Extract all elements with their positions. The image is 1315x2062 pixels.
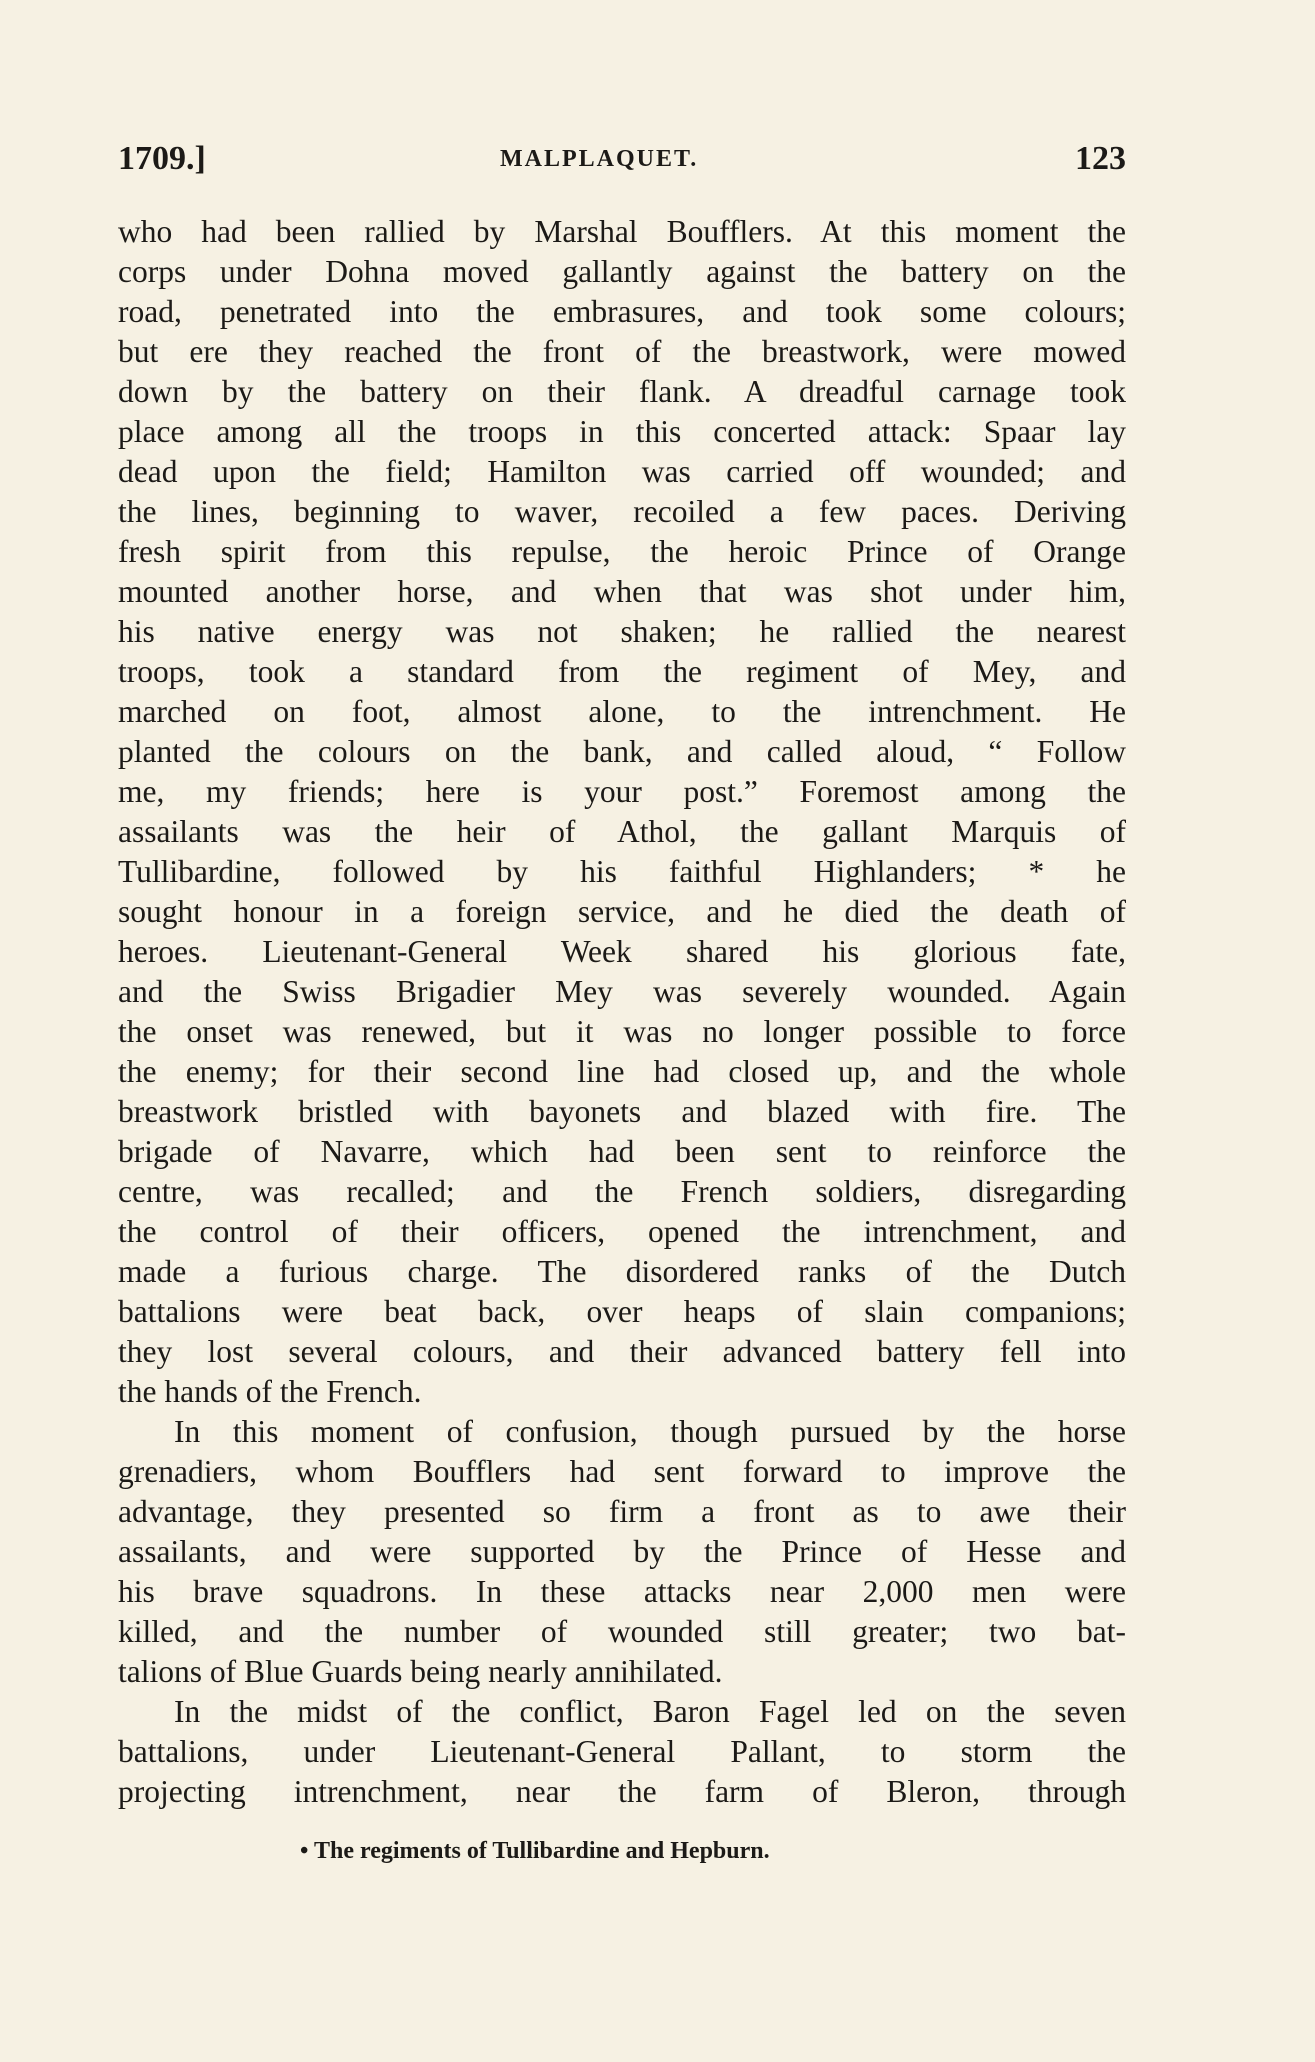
text-line: down by the battery on their flank. A dreadful carnage took	[118, 374, 1126, 409]
text-line: the lines, beginning to waver, recoiled a few paces. Deriving	[118, 494, 1126, 529]
text-line: place among all the troops in this concerted attack: Spaar lay	[118, 414, 1126, 449]
paragraph-end-line: talions of Blue Guards being nearly annihilated.	[118, 1654, 723, 1689]
body-text	[118, 212, 1126, 1812]
text-line: advantage, they presented so firm a front as to awe their	[118, 1494, 1126, 1529]
text-line: corps under Dohna moved gallantly against the battery on the	[118, 254, 1126, 289]
footnote: • The regiments of Tullibardine and Hepburn.	[300, 1838, 770, 1864]
text-line: his native energy was not shaken; he rallied the nearest	[118, 614, 1126, 649]
page-number: 123	[1075, 140, 1126, 177]
running-head	[118, 140, 1126, 180]
text-line: me, my friends; here is your post.” Foremost among the	[118, 774, 1126, 809]
paragraph-start-line: In this moment of confusion, though pursued by the horse	[174, 1414, 1126, 1449]
text-line: his brave squadrons. In these attacks near 2,000 men were	[118, 1574, 1126, 1609]
header-year: 1709.]	[118, 140, 206, 177]
text-line: made a furious charge. The disordered ranks of the Dutch	[118, 1254, 1126, 1289]
paragraph-start-line: In the midst of the conflict, Baron Fagel led on the seven	[174, 1694, 1126, 1729]
text-line: centre, was recalled; and the French soldiers, disregarding	[118, 1174, 1126, 1209]
text-line: battalions were beat back, over heaps of slain companions;	[118, 1294, 1126, 1329]
text-line: battalions, under Lieutenant-General Pallant, to storm the	[118, 1734, 1126, 1769]
text-line: heroes. Lieutenant-General Week shared his glorious fate,	[118, 934, 1126, 969]
text-line: sought honour in a foreign service, and he died the death of	[118, 894, 1126, 929]
text-line: and the Swiss Brigadier Mey was severely wounded. Again	[118, 974, 1126, 1009]
text-line: projecting intrenchment, near the farm of Bleron, through	[118, 1774, 1126, 1809]
text-line: marched on foot, almost alone, to the intrenchment. He	[118, 694, 1126, 729]
text-line: who had been rallied by Marshal Boufflers. At this moment the	[118, 214, 1126, 249]
text-line: breastwork bristled with bayonets and blazed with fire. The	[118, 1094, 1126, 1129]
text-line: the control of their officers, opened the intrenchment, and	[118, 1214, 1126, 1249]
text-line: Tullibardine, followed by his faithful Highlanders; * he	[118, 854, 1126, 889]
text-line: assailants was the heir of Athol, the gallant Marquis of	[118, 814, 1126, 849]
header-title: MALPLAQUET.	[500, 146, 699, 172]
paragraph-end-line: the hands of the French.	[118, 1374, 422, 1409]
text-line: brigade of Navarre, which had been sent to reinforce the	[118, 1134, 1126, 1169]
text-line: planted the colours on the bank, and called aloud, “ Follow	[118, 734, 1126, 769]
text-line: assailants, and were supported by the Prince of Hesse and	[118, 1534, 1126, 1569]
text-line: grenadiers, whom Boufflers had sent forward to improve the	[118, 1454, 1126, 1489]
text-line: the enemy; for their second line had closed up, and the whole	[118, 1054, 1126, 1089]
text-line: mounted another horse, and when that was shot under him,	[118, 574, 1126, 609]
text-line: fresh spirit from this repulse, the heroic Prince of Orange	[118, 534, 1126, 569]
text-line: troops, took a standard from the regiment of Mey, and	[118, 654, 1126, 689]
text-line: dead upon the field; Hamilton was carried off wounded; and	[118, 454, 1126, 489]
text-line: they lost several colours, and their advanced battery fell into	[118, 1334, 1126, 1369]
text-line: killed, and the number of wounded still greater; two bat-	[118, 1614, 1126, 1649]
text-line: the onset was renewed, but it was no longer possible to force	[118, 1014, 1126, 1049]
text-line: but ere they reached the front of the breastwork, were mowed	[118, 334, 1126, 369]
text-line: road, penetrated into the embrasures, and took some colours;	[118, 294, 1126, 329]
